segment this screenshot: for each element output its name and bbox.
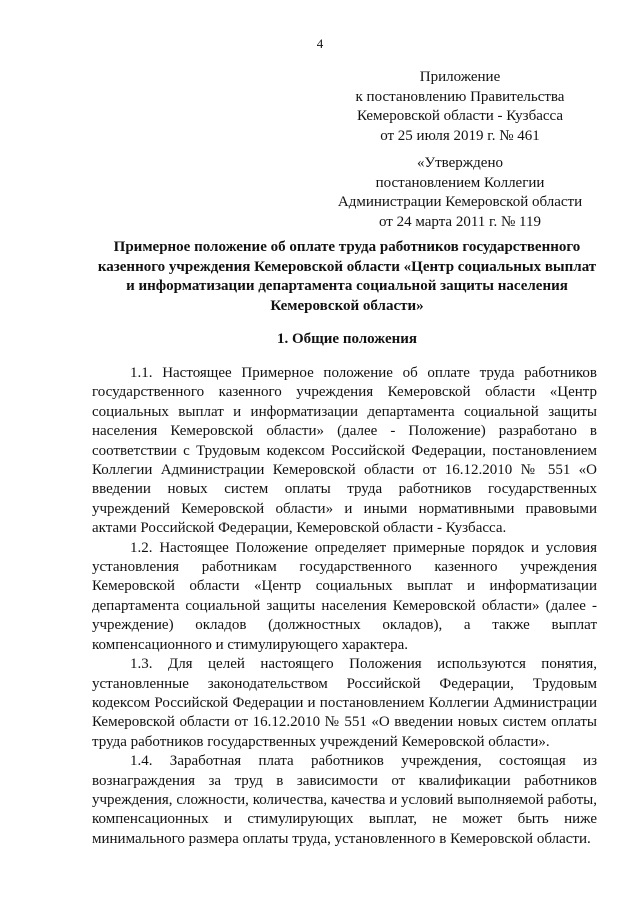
appendix-line: от 25 июля 2019 г. № 461	[380, 127, 540, 144]
appendix-line: Приложение	[419, 69, 501, 85]
appendix-block	[300, 68, 620, 146]
approval-line: от 24 марта 2011 г. № 119	[378, 213, 541, 230]
appendix-line: Кемеровской области - Кузбасса	[356, 108, 564, 124]
appendix-line: к постановлению Правительства	[355, 88, 565, 105]
page-number: 4	[316, 36, 324, 51]
approval-line: постановлением Коллегии	[375, 174, 545, 191]
document-title	[92, 238, 602, 316]
title-line: Примерное положение об оплате труда работников государственного	[113, 239, 581, 255]
paragraph-1-3: 1.3. Для целей настоящего Положения используются понятия, установленные законодательством Российской Федерации, Трудовым кодексом Российской Федерации и постановлением Коллегии Администрации Кемеровской области от 16.12.2010 № 551 «О введении новых систем оплаты труда работников государственных учреждений Кемеровской области».	[92, 656, 597, 750]
title-line: казенного учреждения Кемеровской области «Центр социальных выплат	[97, 258, 597, 275]
paragraph-1-2: 1.2. Настоящее Положение определяет примерные порядок и условия установления работникам государственного казенного учреждения Кемеровской области «Центр социальных выплат и информатизации департамента социальной защиты населения Кемеровской области» (далее - учреждение) окладов (должностных окладов), а также выплат компенсационного и стимулирующего характера.	[92, 539, 597, 653]
title-line: Кемеровской области»	[270, 297, 424, 314]
section-body	[92, 364, 597, 849]
section-heading: 1. Общие положения	[276, 331, 418, 347]
paragraph-1-1: 1.1. Настоящее Примерное положение об оплате труда работников государственного казенного учреждения Кемеровской области «Центр социальных выплат и информатизации департамента социальной защиты населения Кемеровской области» (далее - Положение) разработано в соответствии с Трудовым кодексом Российской Федерации, постановлением Коллегии Администрации Кемеровской области от 16.12.2010 № 551 «О введении новых систем оплаты труда работников государственных учреждений Кемеровской области» и иными нормативными правовыми актами Российской Федерации, Кемеровской области - Кузбасса.	[92, 365, 597, 537]
paragraph-1-4: 1.4. Заработная плата работников учреждения, состоящая из вознаграждения за труд в зависимости от квалификации работников учреждения, сложности, количества, качества и условий выполняемой работы, компенсационных и стимулирующих выплат, не может быть ниже минимального размера оплаты труда, установленного в Кемеровской области.	[92, 753, 597, 847]
approval-line: «Утверждено	[416, 155, 503, 171]
approval-block	[300, 154, 620, 232]
approval-line: Администрации Кемеровской области	[337, 194, 583, 210]
title-line: и информатизации департамента социальной защиты населения	[126, 278, 568, 294]
